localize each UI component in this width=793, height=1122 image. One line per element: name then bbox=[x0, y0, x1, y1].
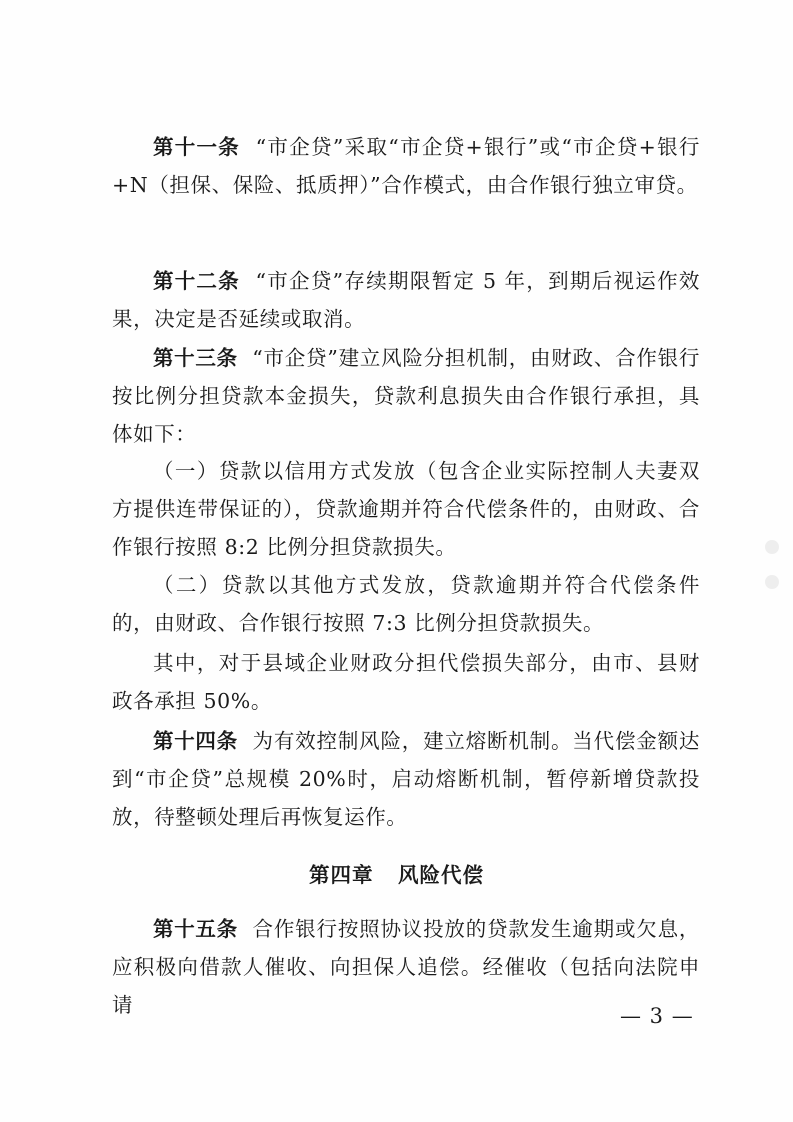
article-15-label: 第十五条 bbox=[153, 917, 238, 941]
article-14-label: 第十四条 bbox=[153, 729, 238, 753]
scan-speck bbox=[765, 540, 779, 554]
article-12-text: “市企贷”存续期限暂定 5 年，到期后视运作效果，决定是否延续或取消。 bbox=[112, 269, 701, 331]
article-13-label: 第十三条 bbox=[153, 346, 238, 370]
article-12 bbox=[112, 262, 700, 338]
article-13-item-2: （二）贷款以其他方式发放，贷款逾期并符合代偿条件的，由财政、合作银行按照 7:3 比例分担贷款损失。 bbox=[112, 573, 700, 635]
article-15-text: 合作银行按照协议投放的贷款发生逾期或欠息，应积极向借款人催收、向担保人追偿。经催收（包括向法院申请 bbox=[112, 917, 700, 1017]
article-11-label: 第十一条 bbox=[153, 135, 240, 159]
article-12-label: 第十二条 bbox=[153, 269, 240, 293]
article-15 bbox=[112, 910, 700, 1024]
chapter-title: 风险代偿 bbox=[397, 863, 484, 887]
scan-speck bbox=[765, 575, 779, 589]
article-13 bbox=[112, 339, 700, 453]
page-number: — 3 — bbox=[620, 1004, 694, 1028]
article-13-item-1: （一）贷款以信用方式发放（包含企业实际控制人夫妻双方提供连带保证的），贷款逾期并符合代偿条件的，由财政、合作银行按照 8:2 比例分担贷款损失。 bbox=[112, 459, 700, 559]
chapter-number: 第四章 bbox=[309, 863, 374, 887]
article-11 bbox=[112, 128, 700, 204]
article-14-text: 为有效控制风险，建立熔断机制。当代偿金额达到“市企贷”总规模 20%时，启动熔断机制，暂停新增贷款投放，待整顿处理后再恢复运作。 bbox=[112, 729, 700, 829]
chapter-heading bbox=[0, 858, 793, 888]
article-13-text: “市企贷”建立风险分担机制，由财政、合作银行按比例分担贷款本金损失，贷款利息损失由合作银行承担，具体如下： bbox=[112, 346, 700, 446]
article-11-text: “市企贷”采取“市企贷+银行”或“市企贷+银行+N（担保、保险、抵质押）”合作模式，由合作银行独立审贷。 bbox=[112, 135, 701, 197]
article-14 bbox=[112, 722, 700, 836]
article-13-note: 其中，对于县域企业财政分担代偿损失部分，由市、县财政各承担 50%。 bbox=[112, 651, 700, 713]
